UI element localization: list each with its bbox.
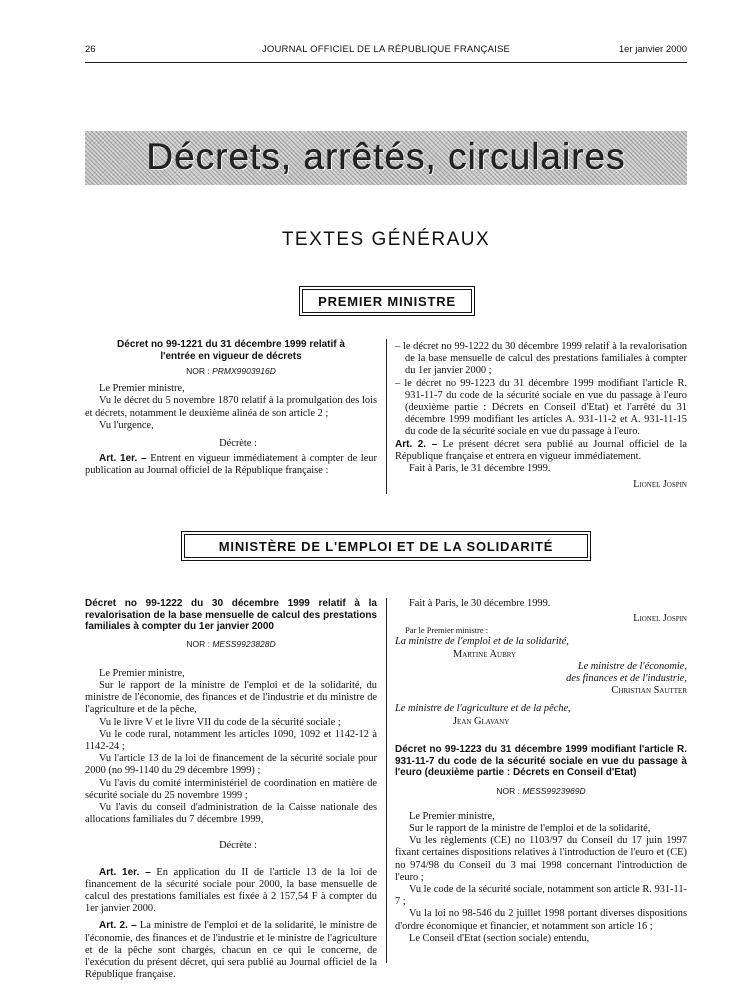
section-title: TEXTES GÉNÉRAUX bbox=[281, 229, 491, 250]
decree2-p4: Vu le code rural, notamment les articles 1090, 1092 et 1142-12 à 1142-24 ; bbox=[85, 728, 377, 752]
ministry-label: PREMIER MINISTRE bbox=[318, 293, 456, 309]
column-divider bbox=[386, 339, 387, 494]
ministry-box-premier-ministre bbox=[299, 286, 475, 316]
decree3-p1: Le Premier ministre, bbox=[409, 810, 495, 822]
decree2-art1: Art. 1er. – En application du II de l'article 13 de la loi de financement de la sécurité sociale pour 2000, la base mensuelle de calcul des prestations familiales est fixée à 2 157,54 F à compter du 1er janvier 2000. bbox=[85, 866, 377, 915]
decree3-p3: Vu les règlements (CE) no 1103/97 du Conseil du 17 juin 1997 fixant certaines dispositions relatives à l'introduction de l'euro et (CE) no 974/98 du Conseil du 3 mai 1998 concernant l'introduction de l'euro ; bbox=[395, 835, 687, 883]
decree2-p3: Vu le livre V et le livre VII du code de la sécurité sociale ; bbox=[99, 716, 341, 728]
decree2-min1-title: La ministre de l'emploi et de la solidarité, bbox=[395, 636, 569, 648]
decree1-p2: Vu le décret du 5 novembre 1870 relatif à la promulgation des lois et décrets, notamment le deuxième alinéa de son article 2 ; bbox=[85, 395, 377, 419]
decree2-decrete: Décrète : bbox=[219, 840, 257, 852]
decree2-nor: NOR : MESS9923828D bbox=[186, 638, 276, 649]
decree1-p1: Le Premier ministre, bbox=[99, 383, 185, 395]
decree3-nor: NOR : MESS9923969D bbox=[496, 785, 586, 796]
decree2-left-column bbox=[85, 598, 377, 981]
decree1-decrete: Décrète : bbox=[219, 438, 257, 450]
decree2-p2: Sur le rapport de la ministre de l'emploi et de la solidarité, du ministre de l'économie, des finances et de l'industrie et du ministre de l'agriculture et de la pêche, bbox=[85, 679, 377, 716]
issue-date: 1er janvier 2000 bbox=[618, 44, 687, 55]
decree1-right-column bbox=[395, 341, 687, 491]
decree2-min2-title-a: Le ministre de l'économie, bbox=[577, 660, 687, 672]
decree3-p6: Le Conseil d'Etat (section sociale) entendu, bbox=[409, 932, 590, 944]
banner-title: Décrets, arrêtés, circulaires bbox=[146, 136, 626, 177]
decree1-item2: – le décret no 99-1223 du 31 décembre 1999 modifiant l'article R. 931-11-7 du code de la sécurité sociale en vue du passage à l'euro (deuxième partie : Décrets en Conseil d'Etat) et l'arrêté du 31 décembre 1999 modifiant les articles A. 931-11-2 et A. 931-11-15 du code de la sécurité sociale en vue du passage à l'euro. bbox=[395, 377, 687, 438]
page-header bbox=[85, 44, 687, 58]
decree2-min2-title-b: des finances et de l'industrie, bbox=[566, 673, 687, 685]
page-number: 26 bbox=[85, 44, 96, 55]
journal-title: JOURNAL OFFICIEL DE LA RÉPUBLIQUE FRANÇAISE bbox=[261, 44, 511, 55]
decree2-min3-title: Le ministre de l'agriculture et de la pêche, bbox=[395, 703, 571, 715]
decree2-p7: Vu l'avis du conseil d'administration de la Caisse nationale des allocations familiales du 7 décembre 1999, bbox=[85, 801, 377, 826]
decree1-title: Décret no 99-1221 du 31 décembre 1999 relatif à l'entrée en vigueur de décrets bbox=[117, 339, 345, 362]
decree2-p5: Vu l'article 13 de la loi de financement de la sécurité sociale pour 2000 (no 99-1140 du 29 décembre 1999) ; bbox=[85, 753, 377, 777]
decree1-art1: Art. 1er. – Entrent en vigueur immédiatement à compter de leur publication au Journal officiel de la République française : bbox=[85, 453, 377, 477]
decree3-p2: Sur le rapport de la ministre de l'emploi et de la solidarité, bbox=[409, 822, 651, 834]
decree1-signature: Lionel Jospin bbox=[633, 479, 687, 491]
header-rule bbox=[85, 62, 687, 63]
decree2-title: Décret no 99-1222 du 30 décembre 1999 relatif à la revalorisation de la base mensuelle de calcul des prestations familiales à compter du 1er janvier 2000 bbox=[85, 598, 377, 632]
decree3-p4: Vu le code de la sécurité sociale, notamment son article R. 931-11-7 ; bbox=[395, 883, 687, 908]
decree1-nor: NOR : PRMX9903916D bbox=[186, 366, 276, 376]
decree2-par: Par le Premier ministre : bbox=[405, 625, 489, 636]
decree2-signature: Lionel Jospin bbox=[633, 613, 687, 625]
decree3-p5: Vu la loi no 98-546 du 2 juillet 1998 portant diverses dispositions d'ordre économique et financier, et notamment son article 16 ; bbox=[395, 908, 687, 932]
column-divider bbox=[386, 598, 387, 963]
decree2-p1: Le Premier ministre, bbox=[99, 667, 185, 679]
decree2-done: Fait à Paris, le 30 décembre 1999. bbox=[409, 598, 551, 609]
decree2-signatures bbox=[395, 598, 687, 728]
ministry-box-emploi bbox=[181, 531, 591, 561]
decree1-p3: Vu l'urgence, bbox=[99, 419, 154, 431]
decree1-left-column bbox=[85, 339, 377, 478]
decree2-min2-name: Christian Sautter bbox=[611, 685, 687, 697]
ministry-label: MINISTÈRE DE L'EMPLOI ET DE LA SOLIDARITÉ bbox=[218, 538, 554, 554]
decree1-item1: – le décret no 99-1222 du 30 décembre 1999 relatif à la revalorisation de la base mensuelle de calcul des prestations familiales à compter du 1er janvier 2000 ; bbox=[395, 341, 687, 377]
section-banner bbox=[85, 131, 687, 185]
decree2-min1-name: Martine Aubry bbox=[453, 648, 517, 660]
decree2-p6: Vu l'avis du comité interministériel de coordination en matière de sécurité sociale du 25 novembre 1999 ; bbox=[85, 777, 377, 801]
decree2-art2: Art. 2. – La ministre de l'emploi et de la solidarité, le ministre de l'économie, des finances et de l'industrie et le ministre de l'agriculture et de la pêche sont chargés, chacun en ce qui le concerne, de l'exécution du présent décret, qui sera publié au Journal officiel de la République française. bbox=[85, 920, 378, 981]
decree1-art2: Art. 2. – Le présent décret sera publié au Journal officiel de la République française et entrera en vigueur immédiatement. bbox=[395, 438, 687, 462]
decree2-min3-name: Jean Glavany bbox=[453, 715, 510, 727]
decree3-title: Décret no 99-1223 du 31 décembre 1999 modifiant l'article R. 931-11-7 du code de la sécurité sociale en vue du passage à l'euro (deuxième partie : Décrets en Conseil d'Etat) bbox=[395, 744, 687, 778]
decree3-column bbox=[395, 744, 687, 945]
decree1-done: Fait à Paris, le 31 décembre 1999. bbox=[409, 463, 551, 475]
